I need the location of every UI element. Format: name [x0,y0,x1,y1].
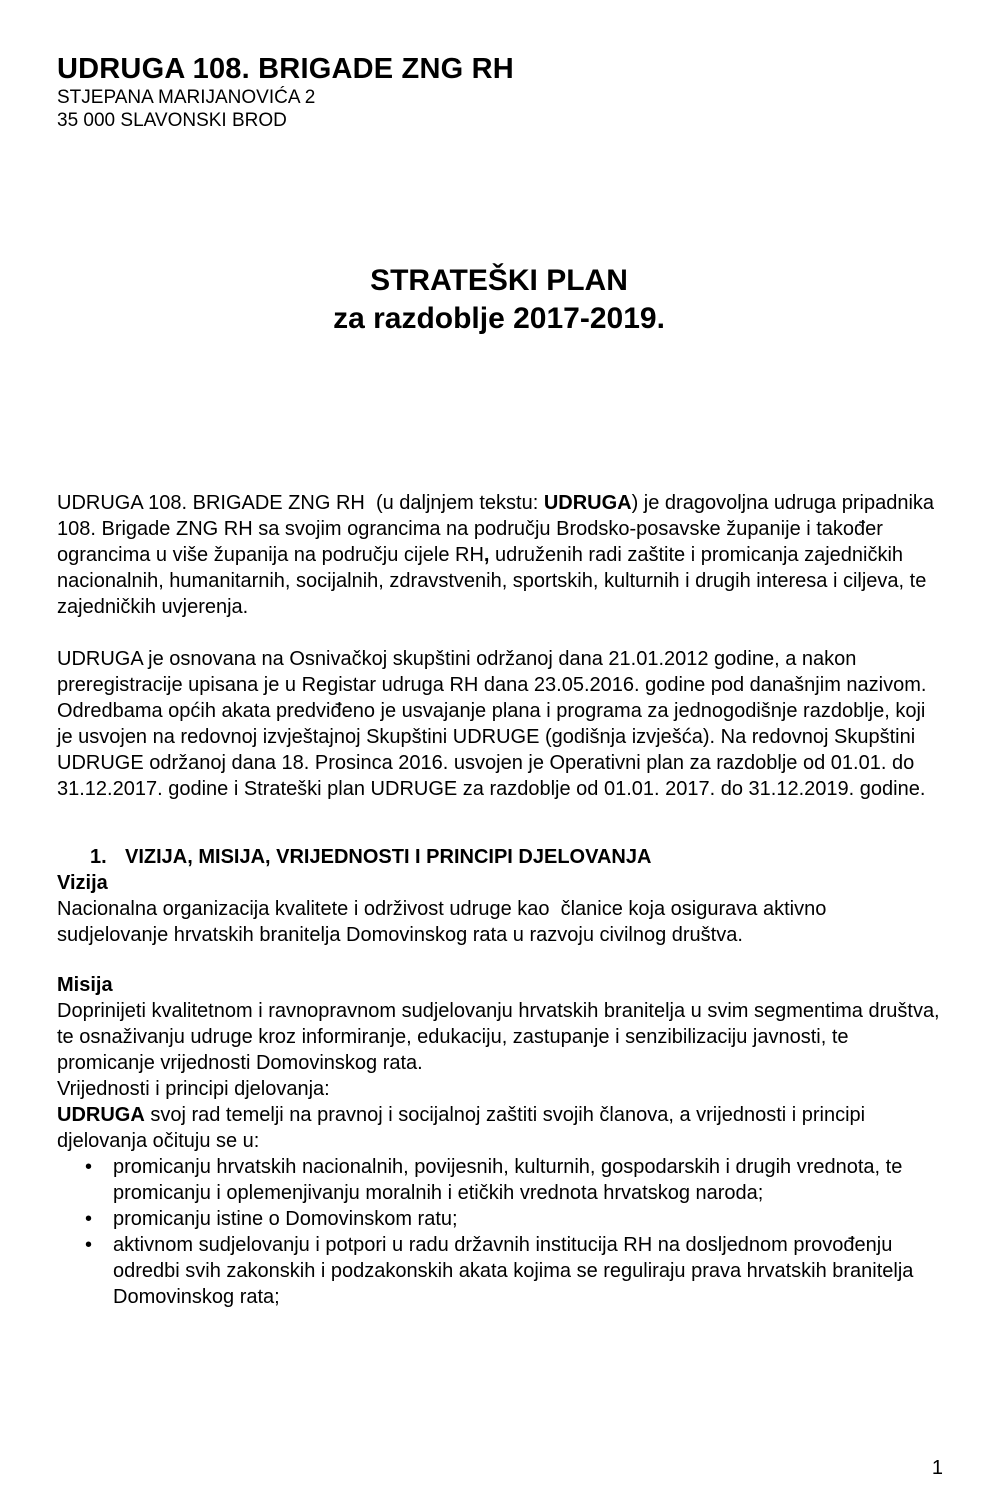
list-item [57,1232,941,1310]
page-number: 1 [931,1457,943,1479]
values-intro-rest: svoj rad temelji na pravnoj i socijalnoj zaštiti svojih članova, a vrijednosti i principi djelovanja očituju se u: [57,1104,871,1152]
letterhead [57,52,941,132]
bullet-icon: • [85,1156,93,1178]
bullet-text: promicanju istine o Domovinskom ratu; [113,1208,458,1230]
section-1-heading [57,844,941,870]
intro-text-pre: UDRUGA 108. BRIGADE ZNG RH (u daljnjem tekstu: [57,492,544,514]
list-item [57,1206,941,1232]
vizija-text: Nacionalna organizacija kvalitete i održivost udruge kao članice koja osigurava aktivno sudjelovanje hrvatskih branitelja Domovinskog rata u razvoju civilnog društva. [57,898,832,946]
document-title [57,262,941,338]
intro-text-post: udruženih radi zaštite i promicanja zajedničkih nacionalnih, humanitarnih, socijalnih, zdravstvenih, sportskih, kulturnih i drugih interesa i ciljeva, te zajedničkih uvjerenja. [57,544,932,618]
section-1-number: 1. [90,846,107,868]
bullet-icon: • [85,1234,93,1256]
address-line-2: 35 000 SLAVONSKI BROD [57,110,287,131]
bullet-text: promicanju hrvatskih nacionalnih, povijesnih, kulturnih, gospodarskih i drugih vrednota, te promicanju i oplemenjivanju moralnih i etičkih vrednota hrvatskog naroda; [113,1156,908,1204]
section-1-heading-text: VIZIJA, MISIJA, VRIJEDNOSTI I PRINCIPI DJELOVANJA [125,846,652,868]
intro-bold-udruga: UDRUGA [543,492,632,514]
values-intro-bold-udruga: UDRUGA [57,1104,145,1126]
intro-bold-comma: , [483,544,490,566]
misija-label: Misija [57,974,113,996]
bullet-icon: • [85,1208,93,1230]
list-item [57,1154,941,1206]
values-bullet-list [57,1154,941,1310]
bullet-text: aktivnom sudjelovanju i potpori u radu državnih institucija RH na dosljednom provođenju odredbi svih zakonskih i podzakonskih akata kojima se reguliraju prava hrvatskih branitelja Domovinskog rata; [113,1234,919,1308]
document-body [57,490,946,1310]
odredbama-paragraph: Odredbama općih akata predviđeno je usvajanje plana i programa za jednogodišnje razdoblje, koji je usvojen na redovnoj izvještajnoj Skupštini UDRUGE (godišnja izvješća). Na redovnoj Skupštini UDRUGE održanoj dana 18. Prosinca 2016. usvojen je Operativni plan za razdoblje od 01.01. do 31.12.2017. godine i Strateški plan UDRUGE za razdoblje od 01.01. 2017. do 31.12.2019. godine. [57,700,931,800]
values-intro-paragraph [57,1102,941,1154]
org-name: UDRUGA 108. BRIGADE ZNG RH [57,53,514,85]
intro-paragraph [57,490,941,620]
title-line-2: za razdoblje 2017-2019. [333,302,665,335]
values-label: Vrijednosti i principi djelovanja: [57,1078,330,1100]
intro-text-mid: ) je dragovoljna udruga pripadnika 108. Brigade ZNG RH sa svojim ograncima na području Brodsko-posavske županije i također ograncima u više županija na području cijele RH [57,492,940,566]
vizija-label: Vizija [57,872,108,894]
founding-paragraph: UDRUGA je osnovana na Osnivačkoj skupštini održanoj dana 21.01.2012 godine, a nakon preregistracije upisana je u Registar udruga RH dana 23.05.2016. godine pod današnjim nazivom. [57,648,927,696]
address-line-1: STJEPANA MARIJANOVIĆA 2 [57,87,316,108]
page-content [57,52,946,1310]
title-line-1: STRATEŠKI PLAN [370,264,628,297]
misija-text: Doprinijeti kvalitetnom i ravnopravnom sudjelovanju hrvatskih branitelja u svim segmentima društva, te osnaživanju udruge kroz informiranje, edukaciju, zastupanje i senzibilizaciju javnosti, te promicanje vrijednosti Domovinskog rata. [57,1000,946,1074]
